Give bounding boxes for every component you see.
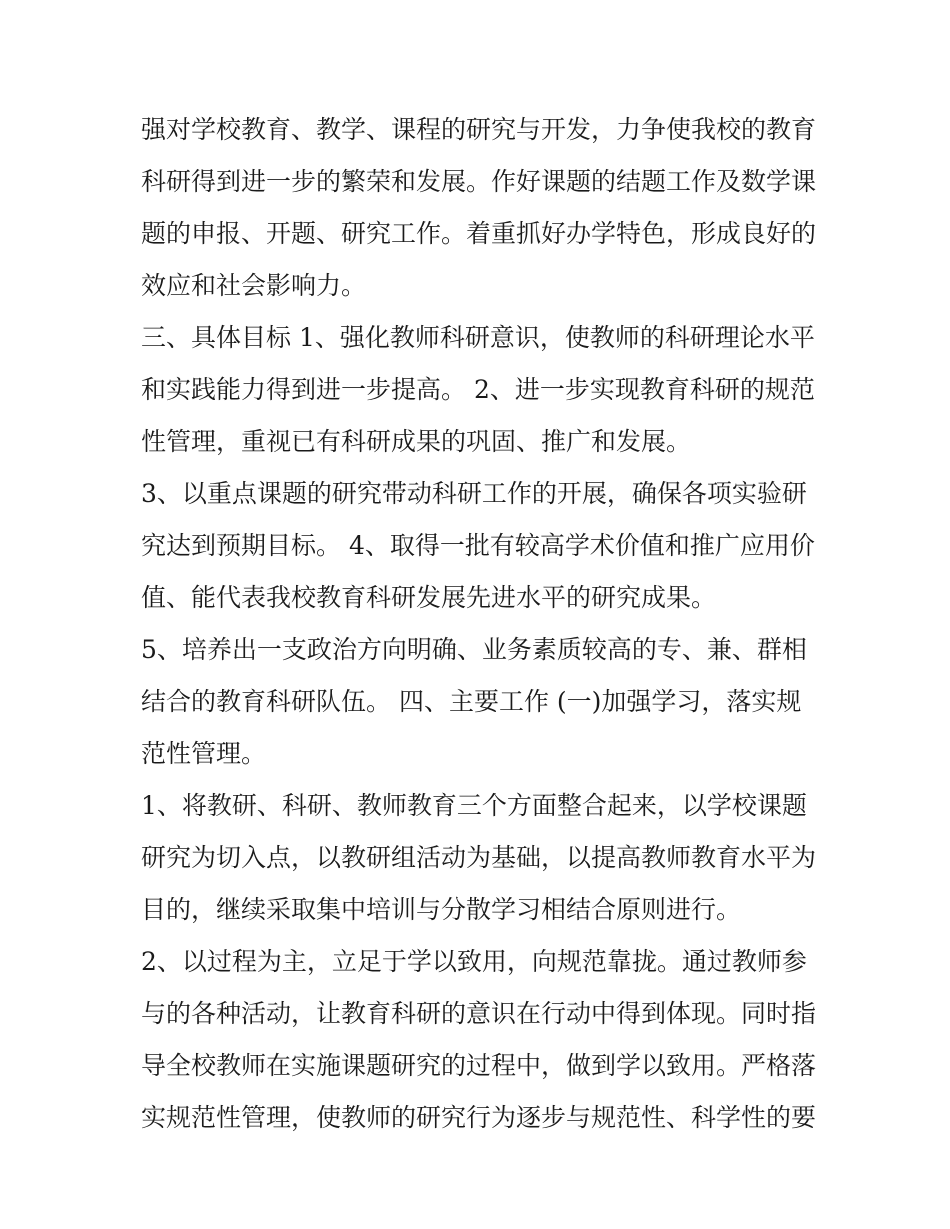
text-line: 三、具体目标 1、强化教师科研意识，使教师的科研理论水平 — [141, 323, 815, 352]
text-line: 强对学校教育、教学、课程的研究与开发，力争使我校的教育 — [141, 115, 817, 144]
text-line: 研究为切入点，以教研组活动为基础，以提高教师教育水平为 — [141, 843, 817, 872]
text-line: 值、能代表我校教育科研发展先进水平的研究成果。 — [141, 583, 717, 612]
text-line: 科研得到进一步的繁荣和发展。作好课题的结题工作及数学课 — [141, 167, 817, 196]
text-line: 效应和社会影响力。 — [141, 271, 367, 300]
text-line: 5、培养出一支政治方向明确、业务素质较高的专、兼、群相 — [141, 635, 807, 664]
paragraph-work-item-2 — [141, 936, 821, 1144]
text-line: 导全校教师在实施课题研究的过程中，做到学以致用。严格落 — [141, 1051, 817, 1080]
text-line: 和实践能力得到进一步提高。 2、进一步实现教育科研的规范 — [141, 375, 815, 404]
paragraph-specific-goals — [141, 312, 821, 468]
text-line: 目的，继续采取集中培训与分散学习相结合原则进行。 — [141, 895, 742, 924]
text-line: 结合的教育科研队伍。 四、主要工作 (一)加强学习，落实规 — [141, 687, 802, 716]
text-line: 3、以重点课题的研究带动科研工作的开展，确保各项实验研 — [141, 479, 807, 508]
text-line: 1、将教研、科研、教师教育三个方面整合起来，以学校课题 — [141, 791, 807, 820]
text-line: 2、以过程为主，立足于学以致用，向规范靠拢。通过教师参 — [141, 947, 807, 976]
paragraph-work-item-1 — [141, 780, 821, 936]
text-line: 范性管理。 — [141, 739, 267, 768]
paragraph-goal-5-main-work — [141, 624, 821, 780]
text-line: 题的申报、开题、研究工作。着重抓好办学特色，形成良好的 — [141, 219, 817, 248]
document-body — [141, 104, 821, 1144]
text-line: 与的各种活动，让教育科研的意识在行动中得到体现。同时指 — [141, 999, 817, 1028]
text-line: 究达到预期目标。 4、取得一批有较高学术价值和推广应用价 — [141, 531, 815, 560]
paragraph-goal-3-4 — [141, 468, 821, 624]
text-line: 性管理，重视已有科研成果的巩固、推广和发展。 — [141, 427, 692, 456]
paragraph-research-development — [141, 104, 821, 312]
text-line: 实规范性管理，使教师的研究行为逐步与规范性、科学性的要 — [141, 1103, 817, 1132]
